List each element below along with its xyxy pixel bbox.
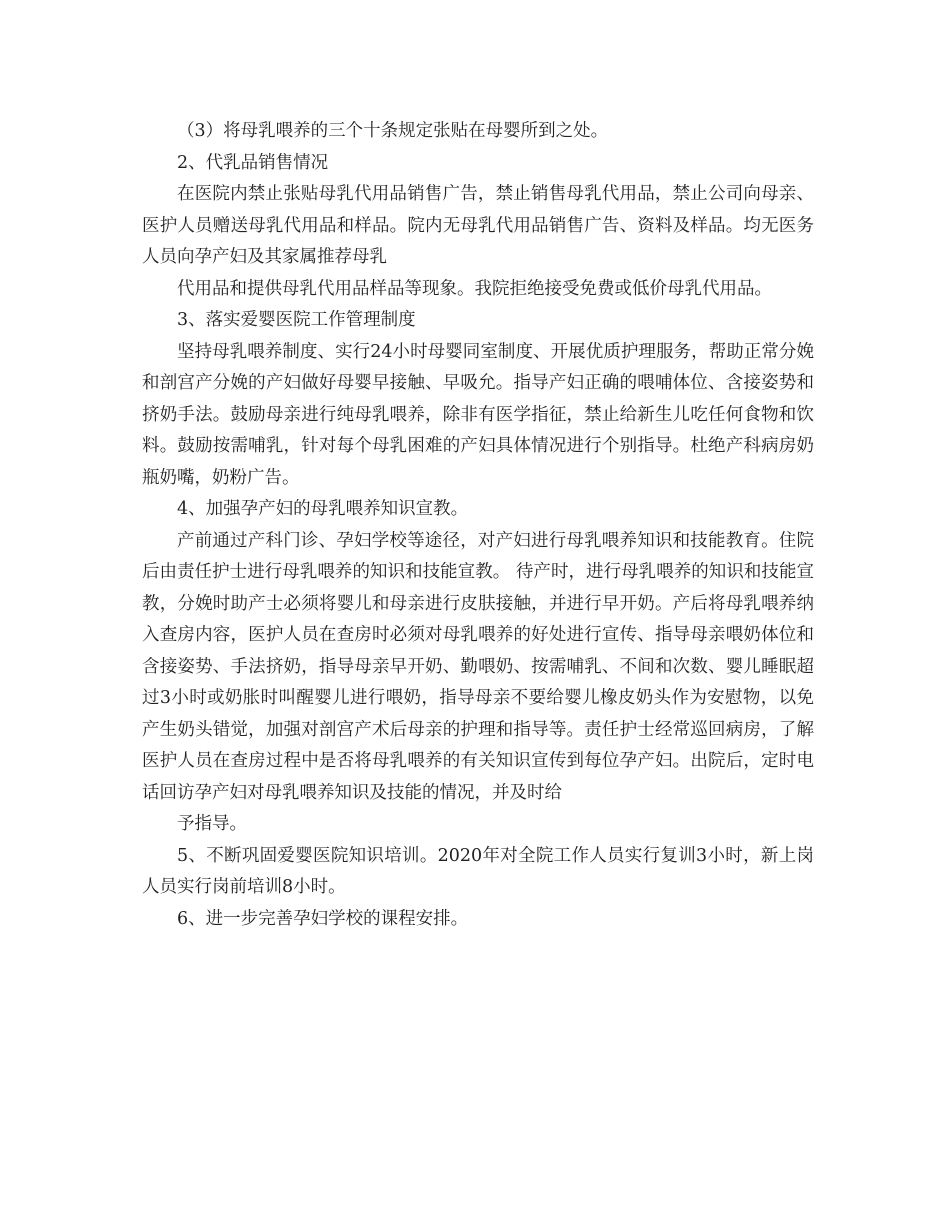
paragraph-9: 予指导。 — [177, 814, 247, 834]
paragraph-7-heading: 4、加强孕产妇的母乳喂养知识宣教。 — [177, 499, 469, 519]
paragraph-11-heading: 6、进一步完善孕妇学校的课程安排。 — [177, 908, 469, 929]
paragraph-5-heading: 3、落实爱婴医院工作管理制度 — [177, 310, 416, 330]
paragraph-10: 5、不断巩固爱婴医院知识培训。2020年对全院工作人员实行复训3小时，新上岗人员实行岗前培训8小时。 — [142, 845, 814, 897]
paragraph-3: 在医院内禁止张贴母乳代用品销售广告，禁止销售母乳代用品，禁止公司向母亲、医护人员赠送母乳代用品和样品。院内无母乳代用品销售广告、资料及样品。均无医务人员向孕产妇及其家属推荐母乳 — [142, 184, 814, 267]
document-body — [142, 116, 814, 935]
paragraph-1: （3）将母乳喂养的三个十条规定张贴在母婴所到之处。 — [177, 121, 609, 141]
paragraph-4: 代用品和提供母乳代用品样品等现象。我院拒绝接受免费或低价母乳代用品。 — [177, 278, 772, 299]
paragraph-6: 坚持母乳喂养制度、实行24小时母婴同室制度、开展优质护理服务，帮助正常分娩和剖宫产分娩的产妇做好母婴早接触、早吸允。指导产妇正确的喂哺体位、含接姿势和挤奶手法。鼓励母亲进行纯母乳喂养，除非有医学指征，禁止给新生儿吃任何食物和饮料。鼓励按需哺乳，针对每个母乳困难的产妇具体情况进行个别指导。杜绝产科病房奶瓶奶嘴，奶粉广告。 — [142, 341, 814, 488]
paragraph-2-heading: 2、代乳品销售情况 — [177, 152, 329, 173]
paragraph-8: 产前通过产科门诊、孕妇学校等途径，对产妇进行母乳喂养知识和技能教育。住院后由责任护士进行母乳喂养的知识和技能宣教。 待产时，进行母乳喂养的知识和技能宣教，分娩时助产士必须将婴儿和母亲进行皮肤接触，并进行早开奶。产后将母乳喂养纳入查房内容，医护人员在查房时必须对母乳喂养的好处进行宣传、指导母亲喂奶体位和含接姿势、手法挤奶，指导母亲早开奶、勤喂奶、按需哺乳、不间和次数、婴儿睡眠超过3小时或奶胀时叫醒婴儿进行喂奶，指导母亲不要给婴儿橡皮奶头作为安慰物，以免产生奶头错觉，加强对剖宫产术后母亲的护理和指导等。责任护士经常巡回病房，了解医护人员在查房过程中是否将母乳喂养的有关知识宣传到每位孕产妇。出院后，定时电话回访孕产妇对母乳喂养知识及技能的情况，并及时给 — [142, 530, 814, 803]
